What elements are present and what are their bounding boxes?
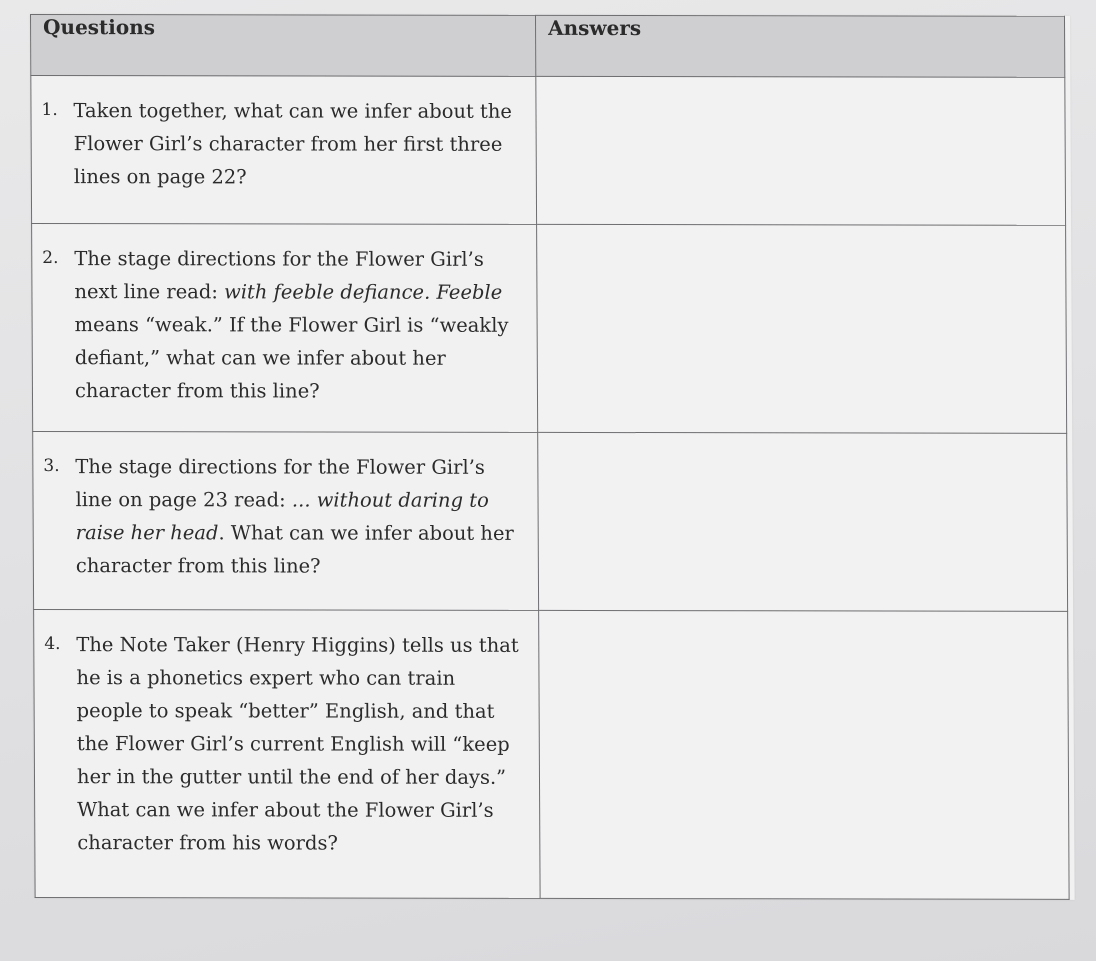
- question-text: Taken together, what can we infer about the Flower Girl’s character from her first three lines on page 22?: [73, 99, 512, 189]
- worksheet-page: [30, 14, 1075, 900]
- question-text: The Note Taker (Henry Higgins) tells us that he is a phonetics expert who can train people to speak “better” English, and that the Flower Girl’s current English will “keep her in the gutter until the end of her days.” What can we infer about the Flower Girl’s character from his words?: [76, 633, 519, 855]
- question-cell: [33, 432, 539, 611]
- answer-cell[interactable]: [538, 432, 1068, 611]
- questions-answers-table: [30, 14, 1070, 900]
- table-row: [32, 224, 1067, 434]
- answers-header: Answers: [535, 15, 1064, 77]
- questions-header: Questions: [31, 15, 536, 77]
- question-cell: [34, 610, 541, 899]
- table-row: [34, 610, 1069, 900]
- table-row: [31, 76, 1066, 226]
- answer-cell[interactable]: [536, 76, 1066, 225]
- question-number: 2.: [42, 248, 59, 269]
- answer-cell[interactable]: [539, 610, 1070, 899]
- question-number: 3.: [43, 456, 60, 477]
- table-row: [33, 432, 1068, 612]
- question-text: The stage directions for the Flower Girl’s line on page 23 read: ... without daring to raise her head. What can we infer about her character from this line?: [75, 455, 514, 578]
- question-cell: [31, 76, 537, 225]
- question-cell: [32, 224, 538, 433]
- question-text: The stage directions for the Flower Girl’s next line read: with feeble defiance. Feeble means “weak.” If the Flower Girl is “weakly defiant,” what can we infer about her character from this line?: [74, 247, 509, 403]
- question-number: 4.: [44, 634, 61, 655]
- answer-cell[interactable]: [537, 224, 1067, 433]
- question-number: 1.: [41, 100, 58, 121]
